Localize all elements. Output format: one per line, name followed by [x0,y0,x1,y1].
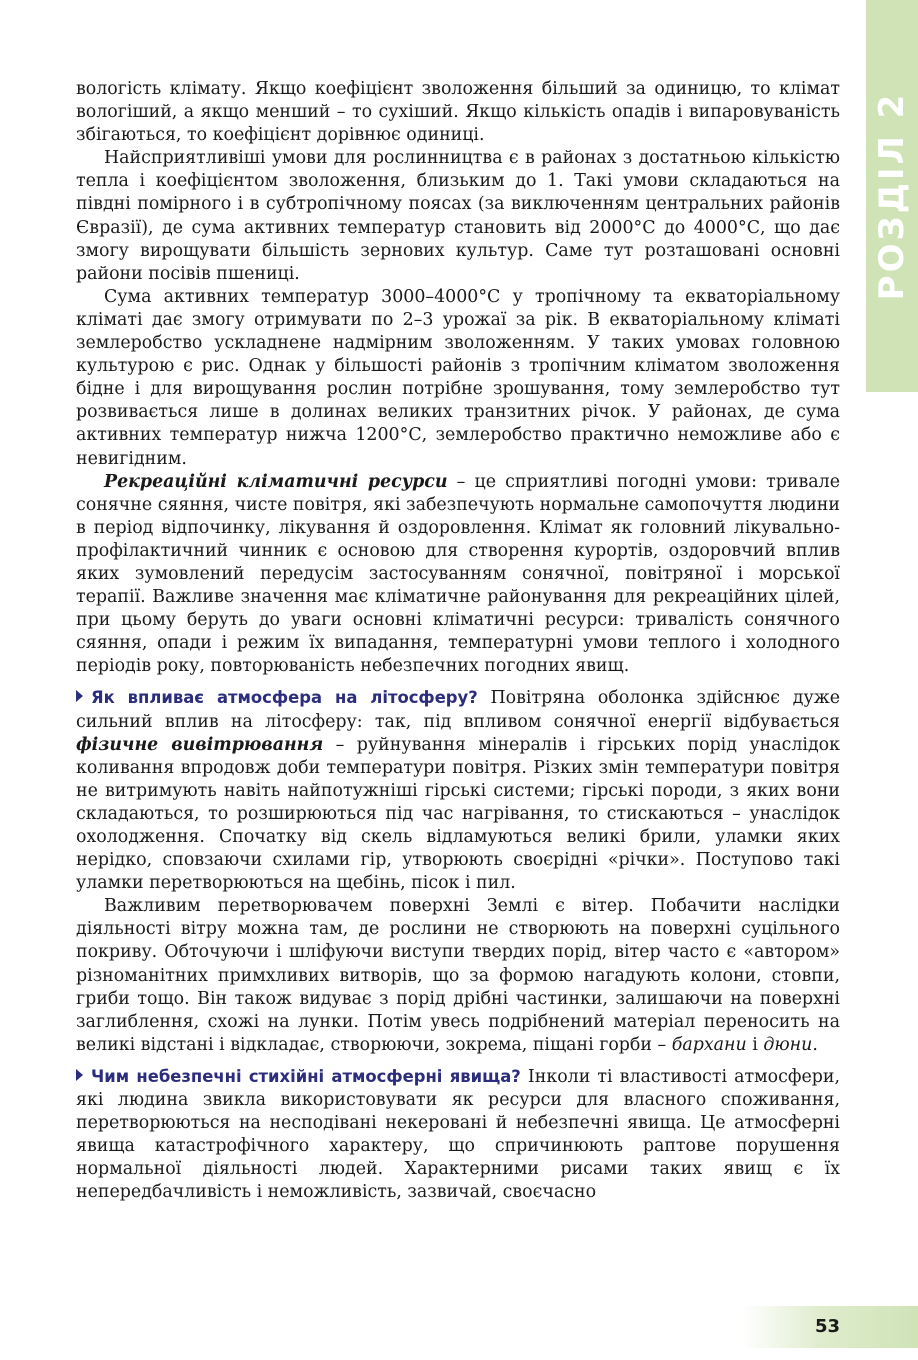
question-text-lithosphere-a: Повітряна оболонка здійснює дуже сильний вплив на літосферу: так, під впливом сонячної енергії відбувається [76,688,840,732]
question-atmosphere-lithosphere [76,686,840,895]
paragraph-recreational-text: – це сприятливі погодні умови: тривале сонячне сяяння, чисте повітря, які забезпечують нормальне самопочуття людини в період відпочинку, лікування й оздоровлення. Клімат як головний лікувально-профілактичний чинник є основою для створення курортів, оздоровчий вплив яких зумовлений передусім застосуванням сонячної, повітряної і морської терапії. Важливе значення має кліматичне районування для рекреаційних цілей, при цьому беруть до уваги основні кліматичні ресурси: тривалість сонячного сяяння, опади і режим їх випадання, температурні умови теплого і холодного періодів року, повторюваність небезпечних погодних явищ. [76,471,841,677]
paragraph-tropical-climate: Сума активних температур 3000–4000°С у тропічному та екваторіальному кліматі дає змогу отримувати по 2–3 урожаї за рік. В екваторіальному кліматі землеробство ускладнене надмірним зволоженням. У таких умовах головною культурою є рис. Однак у більшості районів з тропічним кліматом зволоження бідне і для вирощування рослин потрібне зрошування, тому землеробство тут розвивається лише в долинах великих транзитних річок. У районах, де сума активних температур нижча 1200°С, землеробство практично неможливе або є невигідним. [76,286,840,469]
section-tab-label: РОЗДІЛ 2 [872,91,912,301]
triangle-bullet-icon [76,1069,83,1081]
paragraph-wind-conjunction: і [746,1034,764,1055]
paragraph-wind [76,895,840,1057]
section-tab [866,0,918,392]
term-barkhans: бархани [671,1034,747,1055]
term-recreational-resources: Рекреаційні кліматичні ресурси [104,471,448,492]
question-text-hazards: Інколи ті властивості атмосфери, які людина звикла використовувати як ресурси для власного споживання, перетворюються на несподівані некеровані й небезпечні явища. Це атмосферні явища катастрофічного характеру, що спричинюють раптове порушення нормальної діяльності людей. Характерними рисами таких явищ є їх непередбачливість і неможливість, зазвичай, своєчасно [76,1066,840,1203]
page-number-bar [742,1306,918,1348]
paragraph-continuation: вологість клімату. Якщо коефіцієнт зволоження більший за одиницю, то клімат вологіший, а якщо менший – то сухіший. Якщо кількість опадів і випаровуваність збігаються, то коефіцієнт дорівнює одиниці. [76,79,840,146]
question-hazardous-phenomena [76,1065,840,1205]
paragraph-wind-text: Важливим перетворювачем поверхні Землі є вітер. Побачити наслідки діяльності вітру можна там, де рослини не створюють на поверхні суцільного покриву. Обточуючи і шліфуючи виступи твердих порід, вітер часто є «автором» різноманітних примхливих витворів, що за формою нагадують колони, стовпи, гриби тощо. Він також видуває з порід дрібні частинки, залишаючи на поверхні заглиблення, схожі на лунки. Потім увесь подрібнений матеріал переносить на великі відстані і відкладає, створюючи, зокрема, піщані горби – [76,896,840,1055]
question-heading-lithosphere: Як впливає атмосфера на літосферу? [91,688,478,708]
question-text-lithosphere-b: – руйнування мінералів і гірських порід унаслідок коливання впродовж доби температури повітря. Різких змін температури повітря не витримують навіть найпотужніші гірські системи; гірські породи, з яких вони складаються, то розширюються під час нагрівання, то стискаються – унаслідок охолодження. Спочатку від скель відламуються великі брили, уламки яких нерідко, сповзаючи схилами гір, утворюють своєрідні «річки». Поступово такі уламки перетворюються на щебінь, пісок і пил. [76,734,841,894]
paragraph-recreational-resources [76,471,840,679]
page-number: 53 [814,1316,840,1337]
term-dunes: дюни [763,1034,813,1055]
page-body [76,78,840,1205]
triangle-bullet-icon [76,690,83,702]
paragraph-favorable-conditions: Найсприятливіші умови для рослинництва є в районах з достатньою кількістю тепла і коефіцієнтом зволоження, близьким до 1. Такі умови складаються на півдні помірного і в субтропічному поясах (за виключенням центральних районів Євразії), де сума активних температур становить від 2000°С до 4000°С, що дає змогу вирощувати більшість зернових культур. Саме тут розташовані основні райони посівів пшениці. [76,148,840,284]
question-heading-hazards: Чим небезпечні стихійні атмосферні явища? [91,1066,521,1086]
paragraph-wind-end: . [812,1034,818,1055]
term-physical-weathering: фізичне вивітрювання [76,734,324,755]
